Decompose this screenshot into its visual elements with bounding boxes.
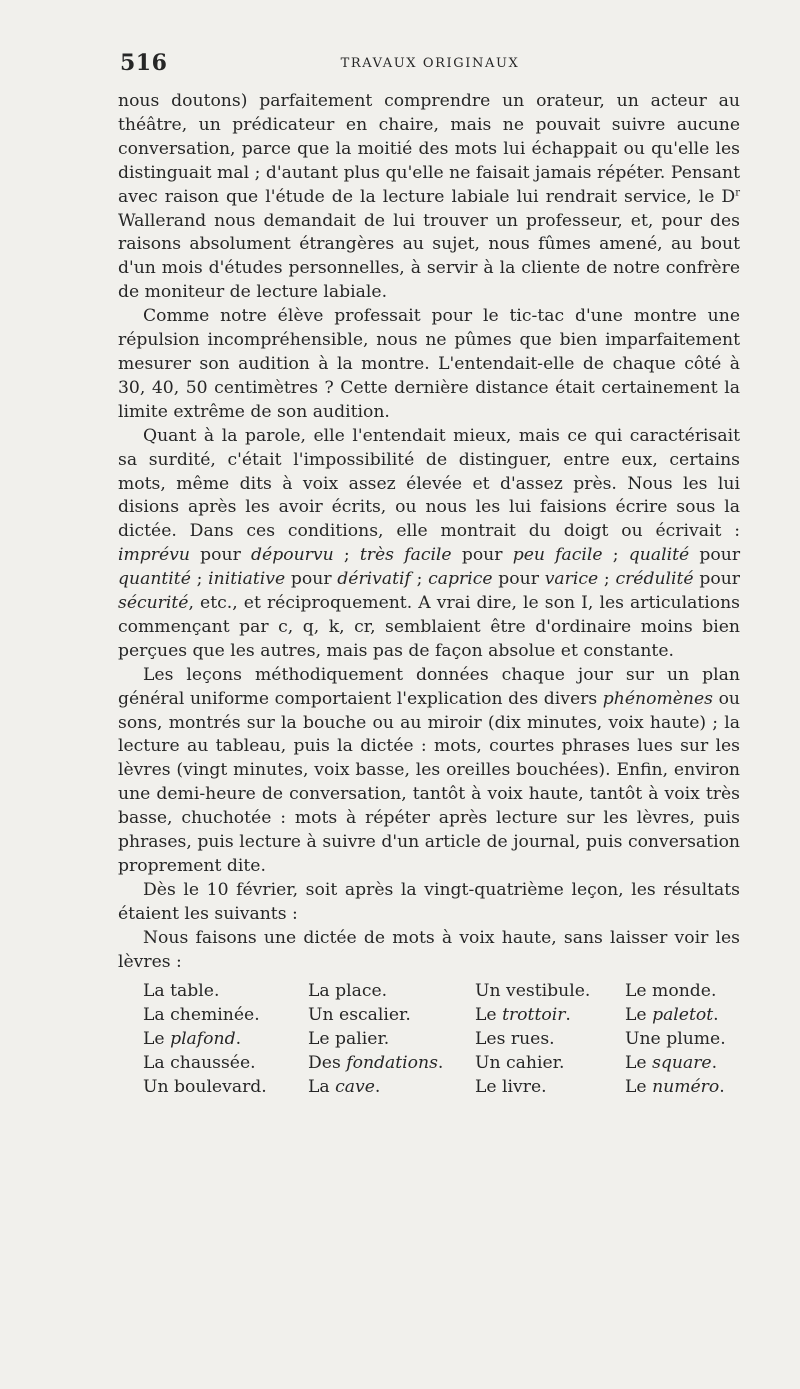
italic-word: fondations: [346, 1052, 438, 1073]
running-title: TRAVAUX ORIGINAUX: [340, 56, 520, 71]
table-cell: La chaussée.: [143, 1052, 256, 1073]
table-cell: [308, 1075, 475, 1099]
italic-word: paletot: [652, 1004, 714, 1025]
table-cell: Une plume.: [625, 1028, 726, 1049]
italic-word: dépourvu: [251, 545, 334, 566]
table-row: [143, 1027, 743, 1051]
italic-word: caprice: [428, 569, 493, 590]
table-cell: Un cahier.: [475, 1052, 565, 1073]
table-cell: [625, 1003, 743, 1027]
table-cell: [625, 1051, 743, 1075]
paragraph-1: [118, 90, 740, 305]
text-span: pour: [693, 569, 740, 590]
paragraph-6: Nous faisons une dictée de mots à voix haute, sans laisser voir les lèvres :: [118, 927, 740, 972]
table-cell: Le palier.: [308, 1028, 390, 1049]
paragraph-2: Comme notre élève professait pour le tic-tac d'une montre une répulsion incompréhensible, nous ne pûmes que bien imparfaitement mesurer son audition à la montre. L'entendait-elle de chaque côté à 30, 40, 50 centimètres ? Cette dernière distance était certainement la limite extrême de son audition.: [118, 306, 740, 422]
text-span: ;: [410, 569, 429, 590]
italic-word: cave: [335, 1076, 375, 1097]
text-span: pour: [689, 545, 741, 566]
text-span: pour: [285, 569, 338, 590]
italic-word: numéro: [652, 1076, 720, 1097]
table-cell: La place.: [308, 980, 388, 1001]
italic-word: varice: [544, 569, 599, 590]
italic-word: crédulité: [615, 569, 694, 590]
text-span: ;: [333, 545, 360, 566]
table-row: [143, 1003, 743, 1027]
table-cell: Un escalier.: [308, 1004, 411, 1025]
text-span: Des: [308, 1052, 347, 1073]
italic-word: sécurité: [118, 593, 189, 614]
body-text: [118, 90, 740, 1099]
italic-word: initiative: [208, 569, 286, 590]
table-row: [143, 1075, 743, 1099]
page-header: [120, 50, 740, 76]
text-span: .: [719, 1076, 725, 1097]
table-cell: [475, 1003, 625, 1027]
italic-word: peu facile: [512, 545, 603, 566]
text-span: La: [308, 1076, 336, 1097]
text-span: ou sons, montrés sur la bouche ou au miroir (dix minutes, voix haute) ; la lecture au tableau, puis la dictée : mots, courtes phrases lues sur les lèvres (vingt minutes, voix basse, les oreilles bouchées). Enfin, environ une demi-heure de conversation, tantôt à voix haute, tantôt à voix très basse, chuchotée : mots à répéter après lecture sur les lèvres, puis phrases, puis lecture à suivre d'un article de journal, puis conversation proprement dite.: [118, 688, 740, 876]
text-span: Le: [625, 1004, 653, 1025]
text-span: Le: [625, 1076, 653, 1097]
table-row: [143, 979, 743, 1003]
table-row: [143, 1051, 743, 1075]
italic-word: square: [652, 1052, 712, 1073]
table-cell: Un boulevard.: [143, 1076, 267, 1097]
text-span: ;: [602, 545, 629, 566]
text-span: Quant à la parole, elle l'entendait mieux, mais ce qui caractérisait sa surdité, c'était l'impossibilité de distinguer, entre eux, certains mots, même dits à voix assez élevée et d'assez près. Nous les lui disions après les avoir écrits, ou nous les lui faisions écrire sous la dictée. Dans ces conditions, elle montrait du doigt ou écrivait :: [118, 425, 740, 542]
text-span: .: [711, 1052, 718, 1073]
italic-word: trottoir: [502, 1004, 566, 1025]
table-cell: [625, 1075, 743, 1099]
italic-word: quantité: [118, 569, 191, 590]
text-span: .: [565, 1004, 571, 1025]
table-cell: Les rues.: [475, 1028, 555, 1049]
table-cell: La cheminée.: [143, 1004, 260, 1025]
text-span: .: [713, 1004, 719, 1025]
italic-word: qualité: [628, 545, 690, 566]
italic-word: imprévu: [118, 545, 190, 566]
italic-word: dérivatif: [337, 569, 411, 590]
text-span: .: [235, 1028, 242, 1049]
paragraph-3: [118, 425, 740, 664]
italic-word: plafond: [170, 1028, 236, 1049]
word-list-table: [143, 979, 743, 1099]
table-cell: Le livre.: [475, 1076, 547, 1097]
text-span: pour: [451, 545, 513, 566]
table-cell: Le monde.: [625, 980, 717, 1001]
text-span: ;: [190, 569, 209, 590]
text-span: .: [374, 1076, 381, 1097]
table-cell: Un vestibule.: [475, 980, 591, 1001]
text-span: .: [437, 1052, 444, 1073]
paragraph-5: Dès le 10 février, soit après la vingt-quatrième leçon, les résultats étaient les suivants :: [118, 879, 740, 924]
text-span: pour: [492, 569, 545, 590]
text-span: ;: [598, 569, 616, 590]
text-span: Le: [143, 1028, 171, 1049]
table-cell: [143, 1027, 308, 1051]
text-span: , etc., et réciproquement. A vrai dire, le son I, les articulations commençant par c, q, k, cr, semblaient être d'ordinaire moins bien perçues que les autres, mais pas de façon absolue et constante.: [118, 593, 740, 661]
text-span: Le: [475, 1004, 503, 1025]
superscript: r: [735, 186, 740, 198]
table-cell: La table.: [143, 980, 220, 1001]
table-cell: [308, 1051, 475, 1075]
italic-word: très facile: [359, 545, 452, 566]
text-span: Les leçons méthodiquement données chaque jour sur un plan général uniforme comportaient l'explication des divers: [118, 664, 740, 709]
page-number: 516: [120, 50, 168, 76]
text-span: pour: [189, 545, 252, 566]
italic-word: phénomènes: [602, 688, 713, 709]
text-span: nous doutons) parfaitement comprendre un orateur, un acteur au théâtre, un prédicateur en chaire, mais ne pouvait suivre aucune conversation, parce que la moitié des mots lui échappait ou qu'elle les distinguait mal ; d'autant plus qu'elle ne faisait jamais répéter. Pensant avec raison que l'étude de la lecture labiale lui rendrait service, le D: [118, 91, 740, 207]
paragraph-4: [118, 664, 740, 879]
text-span: Wallerand nous demandait de lui trouver un professeur, et, pour des raisons absolument étrangères au sujet, nous fûmes amené, au bout d'un mois d'études personnelles, à servir à la cliente de notre confrère de moniteur de lecture labiale.: [118, 210, 740, 303]
text-span: Le: [625, 1052, 653, 1073]
